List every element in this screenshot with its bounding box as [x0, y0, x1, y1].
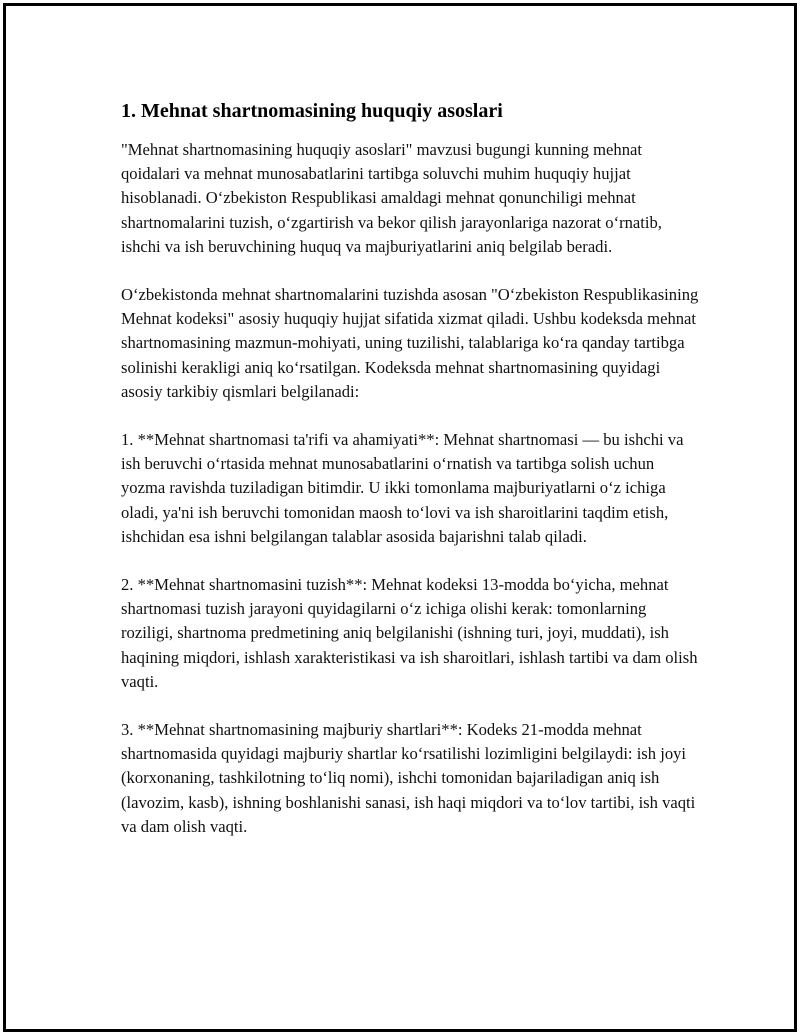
section-heading: 1. Mehnat shartnomasining huquqiy asoslari	[121, 100, 503, 122]
paragraph-labor-code: O‘zbekistonda mehnat shartnomalarini tuzishda asosan "O‘zbekiston Respublikasining Mehnat kodeksi" asosiy huquqiy hujjat sifatida xizmat qiladi. Ushbu kodeksda mehnat shartnomasining mazmun-mohiyati, uning tuzilishi, talablariga ko‘ra qanday tartibga solinishi kerakligi aniq ko‘rsatilgan. Kodeksda mehnat shartnomasining quyidagi asosiy tarkibiy qismlari belgilanadi:	[121, 285, 699, 401]
document-body	[121, 98, 701, 863]
page-frame	[3, 3, 797, 1032]
paragraph-item-3: 3. **Mehnat shartnomasining majburiy shartlari**: Kodeks 21-modda mehnat shartnomasida quyidagi majburiy shartlar ko‘rsatilishi lozimligini belgilaydi: ish joyi (korxonaning, tashkilotning to‘liq nomi), ishchi tomonidan bajariladigan aniq ish (lavozim, kasb), ishning boshlanishi sanasi, ish haqi miqdori va to‘lov tartibi, ish vaqti va dam olish vaqti.	[121, 720, 696, 836]
paragraph-item-1: 1. **Mehnat shartnomasi ta'rifi va ahamiyati**: Mehnat shartnomasi — bu ishchi va ish beruvchi o‘rtasida mehnat munosabatlarini o‘rnatish va tartibga solish uchun yozma ravishda tuziladigan bitimdir. U ikki tomonlama majburiyatlarni o‘z ichiga oladi, ya'ni ish beruvchi tomonidan maosh to‘lovi va ish sharoitlarini taqdim etish, ishchidan esa ishni belgilangan talablar asosida bajarishni talab qiladi.	[121, 430, 684, 546]
paragraph-item-2: 2. **Mehnat shartnomasini tuzish**: Mehnat kodeksi 13-modda bo‘yicha, mehnat shartnomasi tuzish jarayoni quyidagilarni o‘z ichiga olishi kerak: tomonlarning roziligi, shartnoma predmetining aniq belgilanishi (ishning turi, joyi, muddati), ish haqining miqdori, ishlash xarakteristikasi va ish sharoitlari, ishlash tartibi va dam olish vaqti.	[121, 575, 698, 691]
paragraph-intro: "Mehnat shartnomasining huquqiy asoslari" mavzusi bugungi kunning mehnat qoidalari va mehnat munosabatlarini tartibga soluvchi muhim huquqiy hujjat hisoblanadi. O‘zbekiston Respublikasi amaldagi mehnat qonunchiligi mehnat shartnomalarini tuzish, o‘zgartirish va bekor qilish jarayonlariga nazorat o‘rnatib, ishchi va ish beruvchining huquq va majburiyatlarini aniq belgilab beradi.	[121, 140, 662, 256]
